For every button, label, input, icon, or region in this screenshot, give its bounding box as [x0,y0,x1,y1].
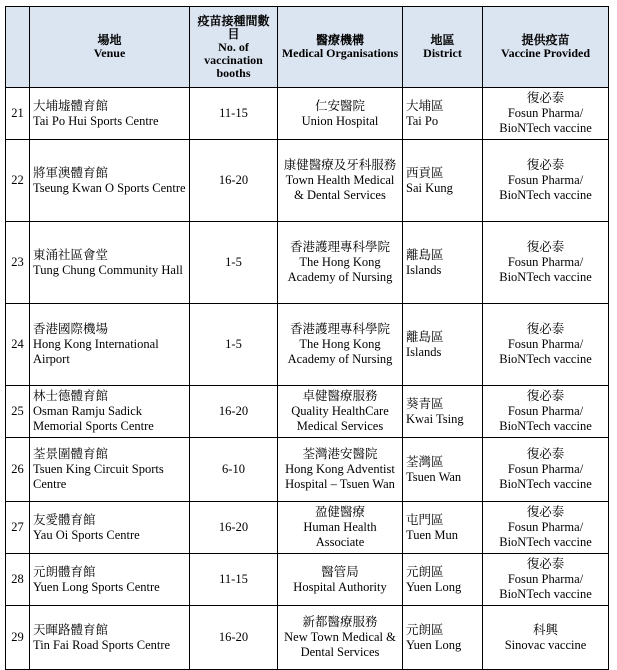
org-zh: 香港護理專科學院 [289,322,390,336]
row-number: 27 [6,502,30,554]
venue-en: Osman Ramju Sadick Memorial Sports Centre [33,404,154,433]
district-cell [403,304,483,386]
venue-cell [30,606,190,670]
row-number: 28 [6,554,30,606]
header-org-zh: 醫療機構 [315,33,364,47]
org-en: Human Health Associate [303,520,377,549]
vaccine-en: Fosun Pharma/ BioNTech vaccine [499,106,592,135]
district-zh: 荃灣區 [406,454,444,469]
row-number: 26 [6,438,30,502]
org-zh: 盈健醫療 [314,505,365,519]
vaccine-en: Sinovac vaccine [504,637,587,652]
org-en: Quality HealthCare Medical Services [291,404,389,433]
table-row [6,386,609,438]
org-zh: 香港護理專科學院 [289,240,390,254]
booths-cell: 16-20 [190,386,278,438]
district-en: Islands [406,262,442,277]
vaccine-cell [483,222,609,304]
table-row [6,438,609,502]
venue-zh: 荃景圍體育館 [33,447,109,461]
venue-cell [30,140,190,222]
header-number [6,7,30,88]
vaccine-zh: 復必泰 [526,389,565,403]
venue-en: Tin Fai Road Sports Centre [33,637,171,652]
org-en: Hong Kong Adventist Hospital – Tsuen Wan [285,462,395,491]
venue-en: Yau Oi Sports Centre [33,527,140,542]
booths-cell: 16-20 [190,140,278,222]
header-district-en: District [423,46,462,60]
district-en: Kwai Tsing [406,411,464,426]
header-venue [30,7,190,88]
org-cell [278,88,403,140]
header-district [403,7,483,88]
district-cell [403,386,483,438]
district-cell [403,88,483,140]
header-booths [190,7,278,88]
org-cell [278,222,403,304]
vaccine-cell [483,438,609,502]
district-cell [403,554,483,606]
venue-zh: 林士德體育館 [33,389,109,403]
header-booths-zh: 疫苗接種間數目 [197,13,270,41]
header-venue-en: Venue [93,46,126,60]
org-cell [278,502,403,554]
table-row [6,554,609,606]
org-en: The Hong Kong Academy of Nursing [287,255,393,284]
org-zh: 康健醫療及牙科服務 [283,158,397,172]
venue-zh: 東涌社區會堂 [33,247,109,262]
venue-zh: 友愛體育館 [33,512,96,527]
header-org-en: Medical Organisations [281,46,399,60]
table-row [6,88,609,140]
vaccine-cell [483,88,609,140]
header-venue-zh: 場地 [97,33,122,47]
district-en: Tai Po [406,113,439,128]
district-en: Sai Kung [406,180,453,195]
vaccine-en: Fosun Pharma/ BioNTech vaccine [499,404,592,433]
venue-zh: 天暉路體育館 [33,622,109,637]
row-number: 25 [6,386,30,438]
vaccine-cell [483,304,609,386]
district-en: Islands [406,344,442,359]
vaccination-venues-table [5,6,609,670]
venue-cell [30,386,190,438]
venue-zh: 大埔墟體育館 [33,98,109,113]
venue-zh: 元朗體育館 [33,564,96,579]
district-zh: 屯門區 [406,512,444,527]
vaccine-cell [483,502,609,554]
vaccine-en: Fosun Pharma/ BioNTech vaccine [499,572,592,601]
district-zh: 葵青區 [406,396,444,411]
header-row [6,7,609,88]
table-row [6,140,609,222]
district-zh: 西貢區 [406,165,444,180]
vaccine-en: Fosun Pharma/ BioNTech vaccine [499,520,592,549]
vaccine-cell [483,140,609,222]
org-en: Union Hospital [301,113,379,128]
org-cell [278,606,403,670]
venue-cell [30,222,190,304]
booths-cell: 1-5 [190,304,278,386]
venue-en: Hong Kong International Airport [33,337,159,366]
row-number: 21 [6,88,30,140]
org-cell [278,304,403,386]
header-district-zh: 地區 [430,33,455,47]
vaccine-cell [483,606,609,670]
org-zh: 荃灣港安醫院 [302,447,378,461]
header-vaccine-en: Vaccine Provided [501,46,590,60]
booths-cell: 6-10 [190,438,278,502]
vaccine-en: Fosun Pharma/ BioNTech vaccine [499,255,592,284]
table-row [6,222,609,304]
org-cell [278,554,403,606]
org-zh: 仁安醫院 [314,98,365,113]
header-vaccine-zh: 提供疫苗 [521,33,570,47]
district-en: Yuen Long [406,579,462,594]
org-en: The Hong Kong Academy of Nursing [287,337,393,366]
table-row [6,304,609,386]
vaccine-zh: 復必泰 [526,505,565,519]
venue-zh: 香港國際機場 [33,322,109,336]
venue-cell [30,304,190,386]
district-cell [403,606,483,670]
booths-cell: 11-15 [190,554,278,606]
vaccine-en: Fosun Pharma/ BioNTech vaccine [499,173,592,202]
venue-en: Yuen Long Sports Centre [33,579,160,594]
venue-en: Tseung Kwan O Sports Centre [33,180,186,195]
district-en: Tsuen Wan [406,469,462,484]
district-cell [403,140,483,222]
booths-cell: 16-20 [190,606,278,670]
org-zh: 醫管局 [321,564,359,579]
org-en: New Town Medical & Dental Services [284,630,396,659]
district-en: Tuen Mun [406,527,458,542]
org-zh: 新都醫療服務 [302,615,378,629]
district-cell [403,222,483,304]
row-number: 29 [6,606,30,670]
venue-en: Tai Po Hui Sports Centre [33,113,159,128]
vaccine-zh: 復必泰 [526,158,565,172]
org-zh: 卓健醫療服務 [302,389,378,403]
district-zh: 離島區 [406,329,444,344]
vaccine-en: Fosun Pharma/ BioNTech vaccine [499,462,592,491]
org-en: Town Health Medical & Dental Services [285,173,395,202]
vaccine-cell [483,386,609,438]
org-cell [278,438,403,502]
table-row [6,502,609,554]
venue-cell [30,88,190,140]
vaccine-en: Fosun Pharma/ BioNTech vaccine [499,337,592,366]
row-number: 22 [6,140,30,222]
org-cell [278,386,403,438]
vaccine-zh: 復必泰 [526,557,565,571]
booths-cell: 11-15 [190,88,278,140]
vaccine-zh: 復必泰 [526,91,565,105]
district-en: Yuen Long [406,637,462,652]
header-vaccine [483,7,609,88]
district-zh: 元朗區 [406,564,444,579]
row-number: 24 [6,304,30,386]
header-booths-en: No. of vaccination booths [204,39,263,80]
vaccine-zh: 科興 [532,622,558,637]
venue-cell [30,438,190,502]
venue-cell [30,554,190,606]
district-zh: 元朗區 [406,622,444,637]
venue-en: Tung Chung Community Hall [33,262,183,277]
venue-cell [30,502,190,554]
row-number: 23 [6,222,30,304]
district-cell [403,502,483,554]
vaccine-zh: 復必泰 [526,240,565,254]
district-cell [403,438,483,502]
district-zh: 大埔區 [406,98,444,113]
venue-en: Tsuen King Circuit Sports Centre [33,462,164,491]
booths-cell: 1-5 [190,222,278,304]
org-cell [278,140,403,222]
venue-zh: 將軍澳體育館 [33,165,109,180]
vaccine-zh: 復必泰 [526,322,565,336]
table-row [6,606,609,670]
header-org [278,7,403,88]
vaccine-zh: 復必泰 [526,447,565,461]
org-en: Hospital Authority [293,579,387,594]
booths-cell: 16-20 [190,502,278,554]
district-zh: 離島區 [406,247,444,262]
vaccine-cell [483,554,609,606]
